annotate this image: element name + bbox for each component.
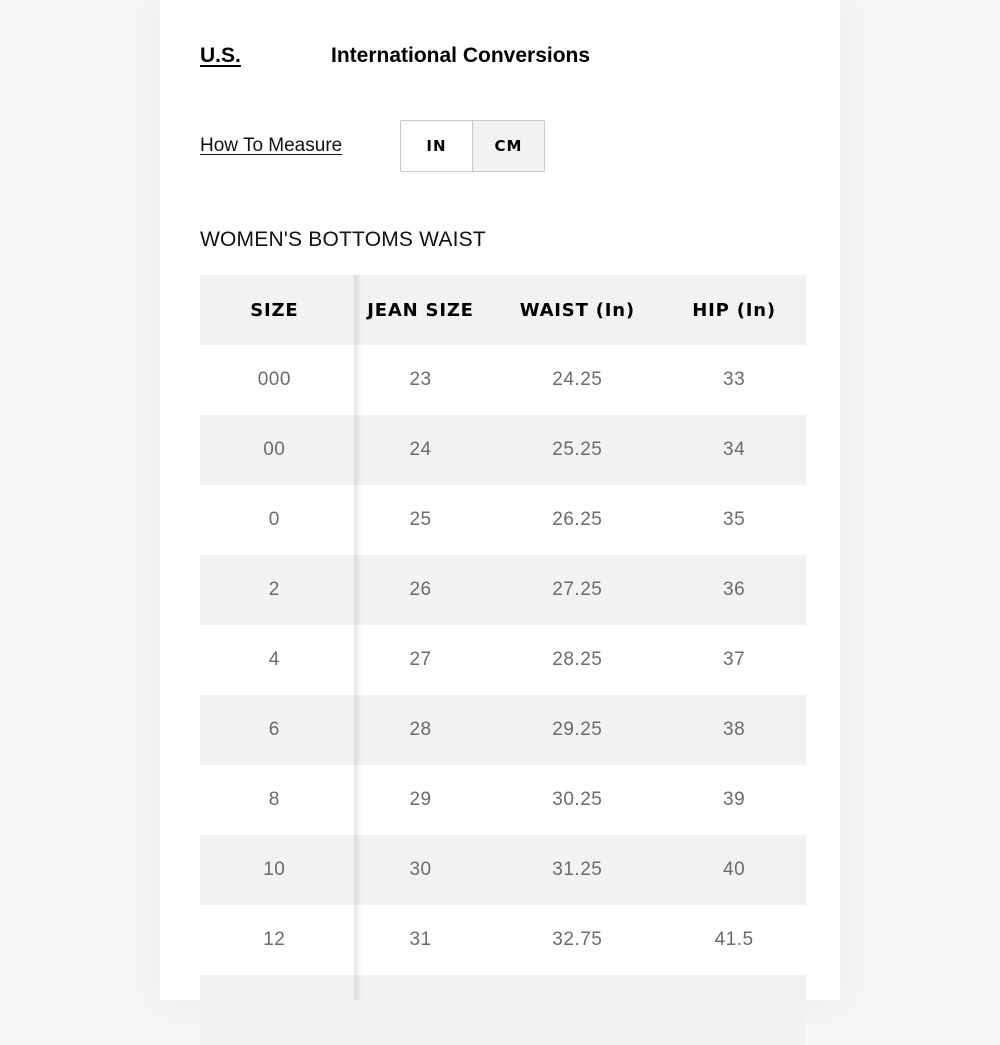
cell-jean-size: 28 [409,719,432,740]
unit-cm-button[interactable]: CM [473,121,544,171]
cell-hip: 33 [723,369,746,390]
cell-waist: 30.25 [552,789,603,810]
column-header-jean-size: JEAN SIZE [367,299,474,321]
cell-jean-size: 30 [409,859,432,880]
sticky-column-divider [354,275,362,1000]
cell-jean-size: 23 [409,369,432,390]
cell-size: 12 [263,929,286,950]
tab-us[interactable]: U.S. [200,44,241,67]
cell-size: 0 [268,509,280,530]
table-row [200,625,806,695]
measure-controls [200,120,545,172]
cell-jean-size: 25 [409,509,432,530]
cell-jean-size: 31 [409,929,432,950]
cell-jean-size: 27 [409,649,432,670]
table-row [200,905,806,975]
cell-hip: 35 [723,509,746,530]
cell-waist: 24.25 [552,369,603,390]
cell-size: 000 [257,369,291,390]
size-guide-panel [160,0,840,1000]
table-row [200,835,806,905]
cell-waist: 27.25 [552,579,603,600]
table-row [200,415,806,485]
cell-hip: 39 [723,789,746,810]
table-row [200,345,806,415]
table-title: WOMEN'S BOTTOMS WAIST [200,228,486,251]
cell-waist: 25.25 [552,439,603,460]
cell-jean-size: 24 [409,439,432,460]
column-header-waist: WAIST (In) [519,299,635,321]
tab-international-conversions[interactable]: International Conversions [331,44,591,67]
cell-waist: 32.75 [552,929,603,950]
cell-hip: 40 [723,859,746,880]
cell-jean-size: 29 [409,789,432,810]
how-to-measure-link[interactable]: How To Measure [200,135,343,156]
table-header-row [200,275,806,345]
region-tabs [200,44,590,68]
table-row [200,765,806,835]
cell-size: 4 [268,649,280,670]
cell-size: 6 [268,719,280,740]
cell-waist: 29.25 [552,719,603,740]
column-header-hip: HIP (In) [692,299,776,321]
cell-waist: 31.25 [552,859,603,880]
cell-hip: 41.5 [714,929,754,950]
table-row [200,695,806,765]
unit-toggle [400,120,545,172]
cell-hip: 36 [723,579,746,600]
cell-hip: 34 [723,439,746,460]
cell-waist: 26.25 [552,509,603,530]
size-table [200,275,806,1045]
table-row [200,485,806,555]
cell-size: 8 [268,789,280,810]
cell-jean-size: 26 [409,579,432,600]
unit-in-button[interactable]: IN [401,121,473,171]
cell-size: 2 [268,579,280,600]
cell-hip: 38 [723,719,746,740]
column-header-size: SIZE [250,299,299,321]
table-row [200,555,806,625]
cell-hip: 37 [723,649,746,670]
cell-size: 10 [263,859,286,880]
cell-waist: 28.25 [552,649,603,670]
cell-size: 00 [263,439,286,460]
table-row-partial [200,975,806,1045]
